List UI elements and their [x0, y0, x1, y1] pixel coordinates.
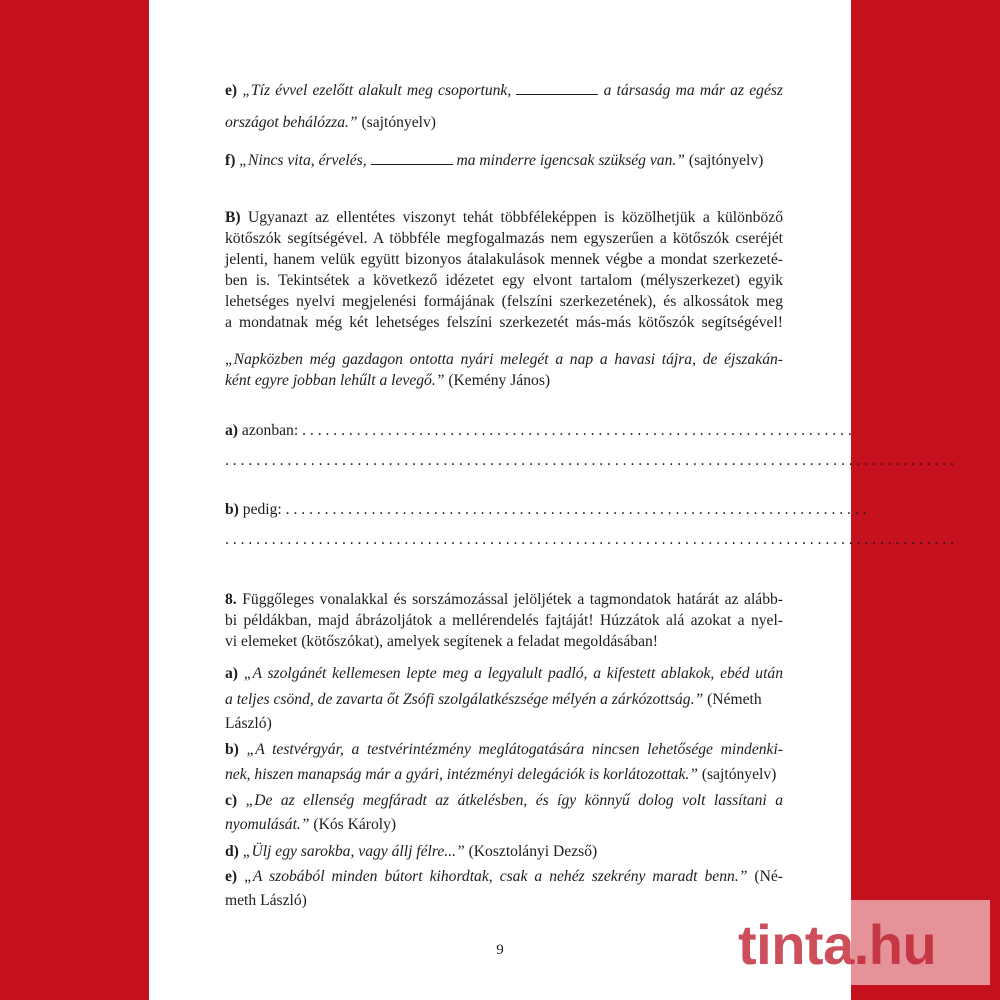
example-e-label: e) — [225, 868, 238, 885]
answer-line-a[interactable] — [225, 421, 852, 441]
task-8-text: Függőleges vonalakkal és sorszámozással jelöljétek a tagmondatok határát az alább- — [242, 591, 783, 608]
task-8-line: bi példákban, majd ábrázoljátok a mellérendelés fajtáját! Húzzátok alá azokat a nyel- — [225, 612, 783, 629]
example-e-line — [225, 867, 783, 887]
task-e-line-2 — [225, 113, 783, 133]
task-8-line: vi elemeket (kötőszókat), amelyek segítenek a feladat megoldásában! — [225, 633, 658, 650]
dotted-fill: . . . . . . . . . . . . . . . . . . . . . . . . . . . . . . . . . . . . . . . . . . . . . . . . . . . . . . . . . . . . . . . . . . . . . . . . . . . — [285, 501, 867, 518]
quote-text: ként egyre jobban lehűlt a levegő.” — [225, 372, 445, 389]
example-source: (Németh — [707, 691, 762, 708]
section-b-line — [225, 208, 783, 228]
example-text: nek, hiszen manapság már a gyári, intézményi delegációk is korlátozottak.” — [225, 766, 698, 783]
page-number: 9 — [496, 942, 504, 958]
section-b-text: Ugyanazt az ellentétes viszonyt tehát többféleképpen is közölhetjük a különböző — [247, 209, 783, 226]
section-b-line: ben is. Tekintsétek a következő idézetet egy elvont tartalom (mélyszerkezet) egyik — [225, 272, 783, 289]
example-a-line — [225, 690, 783, 710]
quote-source: (Kemény János) — [448, 372, 551, 389]
answer-b-word: pedig: — [242, 501, 282, 518]
example-text: „De az ellenség megfáradt az átkelésben, és így könnyű dolog volt lassítani a — [245, 792, 783, 809]
example-text: „A szolgánét kellemesen lepte meg a legyalult padló, a kifestett ablakok, ebéd után — [243, 665, 784, 682]
example-b-line — [225, 765, 783, 785]
example-a-line — [225, 664, 783, 684]
task-e-line-1 — [225, 81, 783, 101]
example-e-line — [225, 891, 783, 911]
example-b-label: b) — [225, 741, 239, 758]
answer-line-b[interactable] — [225, 500, 867, 520]
answer-a-label: a) — [225, 422, 238, 439]
watermark-logo: tinta.hu — [738, 913, 937, 976]
section-b-label: B) — [225, 209, 241, 226]
example-text: „Ülj egy sarokba, vagy állj félre...” — [242, 843, 465, 860]
task-e-text-end: országot behálózza.” — [225, 114, 358, 131]
answer-blank[interactable] — [516, 82, 598, 95]
answer-line-a-cont[interactable]: . . . . . . . . . . . . . . . . . . . . . . . . . . . . . . . . . . . . . . . . . . . . . . . . . . . . . . . . . . . . . . . . . . . . . . . . . . . . . . . . . . . . . . . . . . . . . . — [225, 452, 955, 469]
example-text: nyomulását.” — [225, 816, 310, 833]
example-b-line — [225, 740, 783, 760]
example-c-line — [225, 791, 783, 811]
task-f-text-before: „Nincs vita, érvelés, — [239, 152, 367, 169]
task-8-number: 8. — [225, 591, 237, 608]
example-text: a teljes csönd, de zavarta őt Zsófi szolgálatkészsége mélyén a zárkózottság.” — [225, 691, 704, 708]
example-a-line — [225, 714, 783, 734]
example-source: (sajtónyelv) — [701, 766, 777, 783]
quote-line-2 — [225, 371, 783, 391]
example-d-label: d) — [225, 843, 239, 860]
answer-blank[interactable] — [371, 152, 453, 165]
dotted-fill: . . . . . . . . . . . . . . . . . . . . . . . . . . . . . . . . . . . . . . . . . . . . . . . . . . . . . . . . . . . . . . . . . . . . . . . — [302, 422, 852, 439]
example-a-label: a) — [225, 665, 238, 682]
task-f-line — [225, 151, 783, 171]
example-source: meth László) — [225, 892, 307, 909]
answer-line-b-cont[interactable]: . . . . . . . . . . . . . . . . . . . . . . . . . . . . . . . . . . . . . . . . . . . . . . . . . . . . . . . . . . . . . . . . . . . . . . . . . . . . . . . . . . . . . . . . . . . . . . — [225, 531, 955, 548]
section-b-line: lehetséges nyelvi megjelenési formájának (felszíni szerkezetének), és alkossátok meg — [225, 293, 783, 310]
section-b-line: a mondatnak még két lehetséges felszíni szerkezetét más-más kötőszók segítségével! — [225, 314, 783, 331]
task-e-text-before: „Tíz évvel ezelőtt alakult meg csoportunk, — [242, 82, 512, 99]
example-source: László) — [225, 715, 272, 732]
section-b-line: jelenti, hanem velük együtt bizonyos átalakulások mennek végbe a mondat szerkezeté- — [225, 251, 783, 268]
example-text: „A testvérgyár, a testvérintézmény meglátogatására nincsen lehetősége mindenki- — [246, 741, 783, 758]
example-source: (Kós Károly) — [313, 816, 397, 833]
task-f-text-after: ma minderre igencsak szükség van.” — [456, 152, 685, 169]
task-e-source: (sajtónyelv) — [361, 114, 436, 131]
example-source: (Kosztolányi Dezső) — [468, 843, 598, 860]
example-c-line — [225, 815, 783, 835]
quote-line-1: „Napközben még gazdagon ontotta nyári melegét a nap a havasi tájra, de éjszakán- — [225, 351, 783, 368]
task-f-label: f) — [225, 152, 236, 169]
example-text: „A szobából minden bútort kihordtak, csak a nehéz szekrény maradt benn.” — [244, 868, 748, 885]
answer-b-label: b) — [225, 501, 239, 518]
task-e-label: e) — [225, 82, 238, 99]
task-f-source: (sajtónyelv) — [688, 152, 764, 169]
section-b-line: kötőszók segítségével. A többféle megfogalmazás nem egyszerűen a kötőszók cseréjét — [225, 230, 783, 247]
example-c-label: c) — [225, 792, 238, 809]
task-e-text-after: a társaság ma már az egész — [603, 82, 783, 99]
example-source: (Né- — [754, 868, 783, 885]
task-8-line — [225, 590, 783, 610]
answer-a-word: azonban: — [241, 422, 299, 439]
example-d-line — [225, 842, 783, 862]
